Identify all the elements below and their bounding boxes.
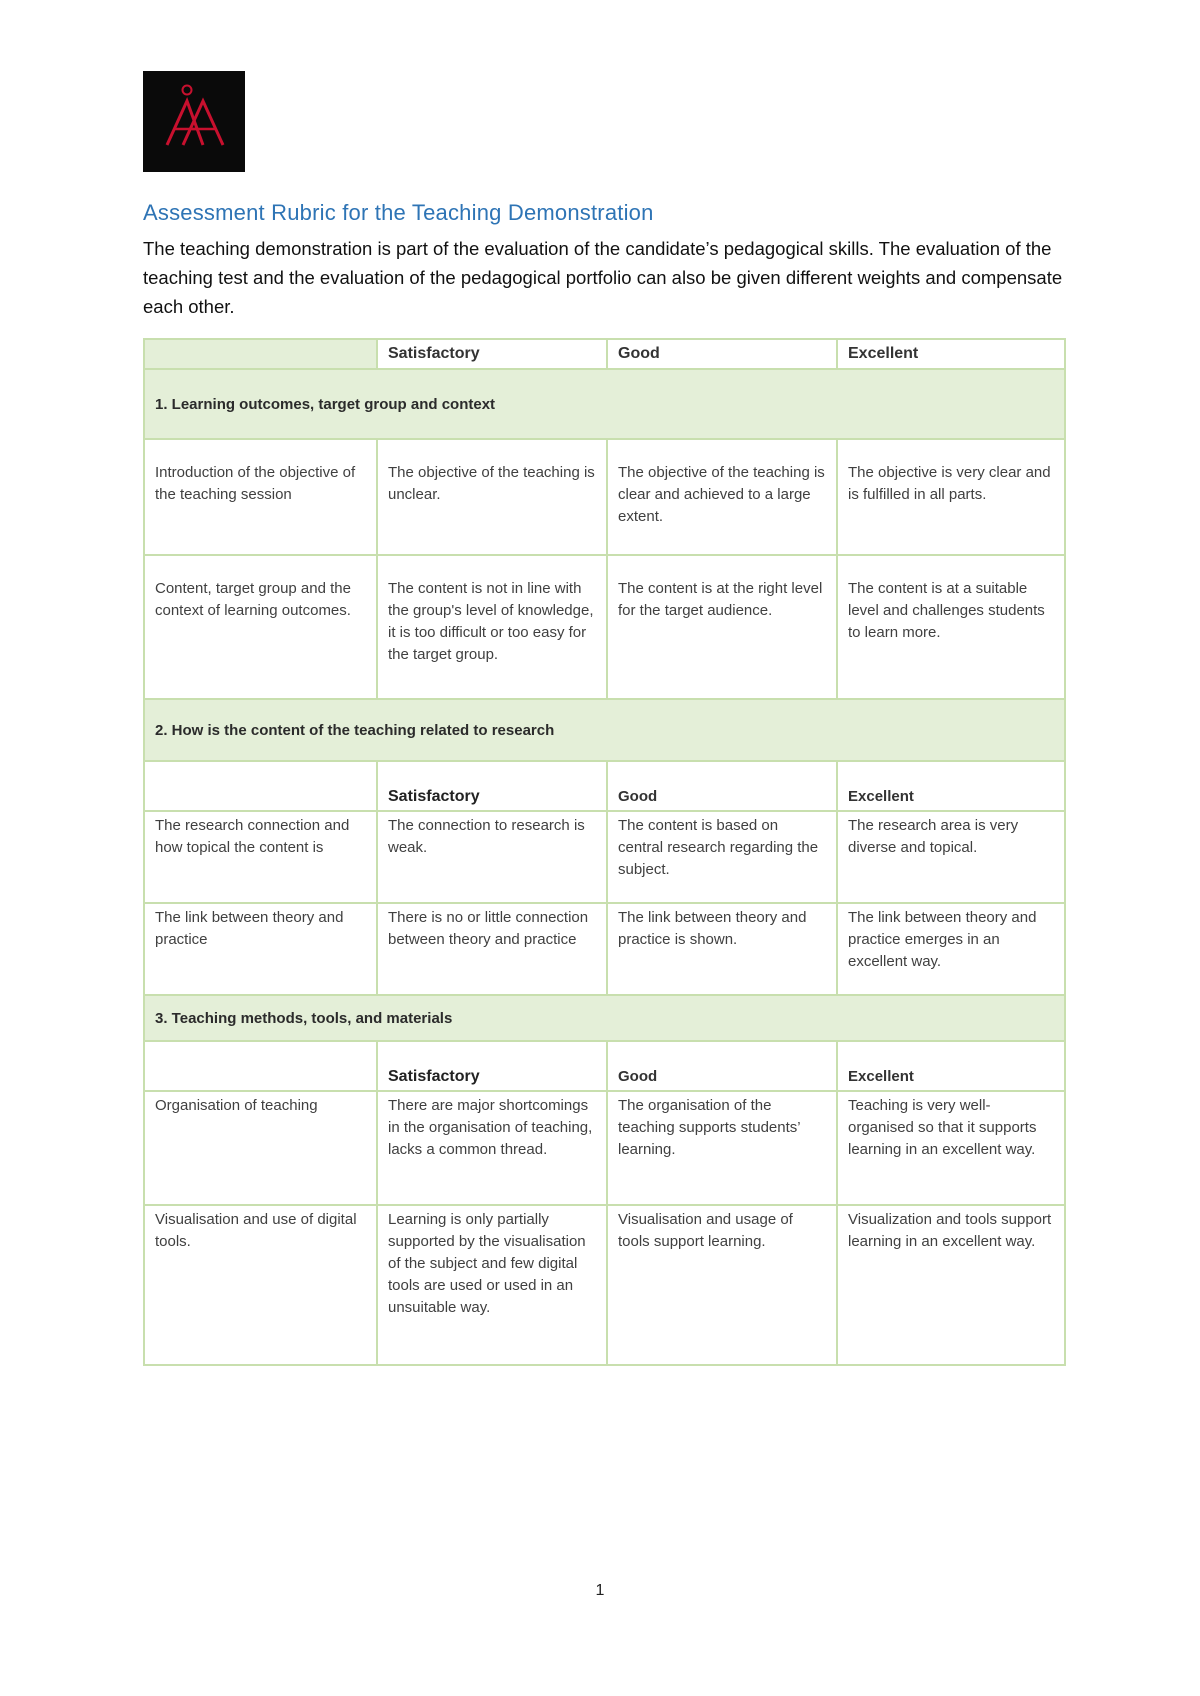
- header-good: Good: [607, 339, 837, 369]
- criterion-cell: Introduction of the objective of the teaching session: [144, 439, 377, 555]
- excellent-cell: The link between theory and practice emerges in an excellent way.: [837, 903, 1065, 995]
- excellent-cell: Visualization and tools support learning in an excellent way.: [837, 1205, 1065, 1365]
- good-cell: Visualisation and usage of tools support learning.: [607, 1205, 837, 1365]
- section-title: 1. Learning outcomes, target group and context: [144, 369, 1065, 439]
- criterion-cell: Content, target group and the context of learning outcomes.: [144, 555, 377, 699]
- section-title: 3. Teaching methods, tools, and materials: [144, 995, 1065, 1041]
- subheader-blank-cell: [144, 761, 377, 811]
- subheader-excellent: Excellent: [837, 1041, 1065, 1091]
- assessment-rubric-table: [143, 338, 1066, 1366]
- header-blank-cell: [144, 339, 377, 369]
- header-excellent: Excellent: [837, 339, 1065, 369]
- satisfactory-cell: There are major shortcomings in the organisation of teaching, lacks a common thread.: [377, 1091, 607, 1205]
- subheader-good: Good: [607, 761, 837, 811]
- page-title: Assessment Rubric for the Teaching Demonstration: [143, 200, 654, 225]
- section-title: 2. How is the content of the teaching related to research: [144, 699, 1065, 761]
- subheader-blank-cell: [144, 1041, 377, 1091]
- criterion-cell: The research connection and how topical the content is: [144, 811, 377, 903]
- excellent-cell: The objective is very clear and is fulfilled in all parts.: [837, 439, 1065, 555]
- page-number: 1: [595, 1582, 605, 1599]
- header-satisfactory: Satisfactory: [377, 339, 607, 369]
- logo: [143, 71, 245, 172]
- excellent-cell: The research area is very diverse and topical.: [837, 811, 1065, 903]
- criterion-cell: The link between theory and practice: [144, 903, 377, 995]
- satisfactory-cell: The connection to research is weak.: [377, 811, 607, 903]
- good-cell: The link between theory and practice is shown.: [607, 903, 837, 995]
- subheader-satisfactory: Satisfactory: [377, 1041, 607, 1091]
- criterion-cell: Visualisation and use of digital tools.: [144, 1205, 377, 1365]
- good-cell: The objective of the teaching is clear and achieved to a large extent.: [607, 439, 837, 555]
- subheader-good: Good: [607, 1041, 837, 1091]
- good-cell: The organisation of the teaching supports students’ learning.: [607, 1091, 837, 1205]
- subheader-excellent: Excellent: [837, 761, 1065, 811]
- aa-logo-icon: [143, 71, 245, 172]
- satisfactory-cell: The objective of the teaching is unclear.: [377, 439, 607, 555]
- good-cell: The content is at the right level for the target audience.: [607, 555, 837, 699]
- satisfactory-cell: There is no or little connection between theory and practice: [377, 903, 607, 995]
- good-cell: The content is based on central research regarding the subject.: [607, 811, 837, 903]
- excellent-cell: The content is at a suitable level and challenges students to learn more.: [837, 555, 1065, 699]
- intro-paragraph: The teaching demonstration is part of the evaluation of the candidate’s pedagogical skills. The evaluation of the teaching test and the evaluation of the pedagogical portfolio can also be given different weights and compensate each other.: [143, 238, 1063, 317]
- criterion-cell: Organisation of teaching: [144, 1091, 377, 1205]
- satisfactory-cell: The content is not in line with the group's level of knowledge, it is too difficult or too easy for the target group.: [377, 555, 607, 699]
- subheader-satisfactory: Satisfactory: [377, 761, 607, 811]
- excellent-cell: Teaching is very well-organised so that it supports learning in an excellent way.: [837, 1091, 1065, 1205]
- satisfactory-cell: Learning is only partially supported by the visualisation of the subject and few digital tools are used or used in an unsuitable way.: [377, 1205, 607, 1365]
